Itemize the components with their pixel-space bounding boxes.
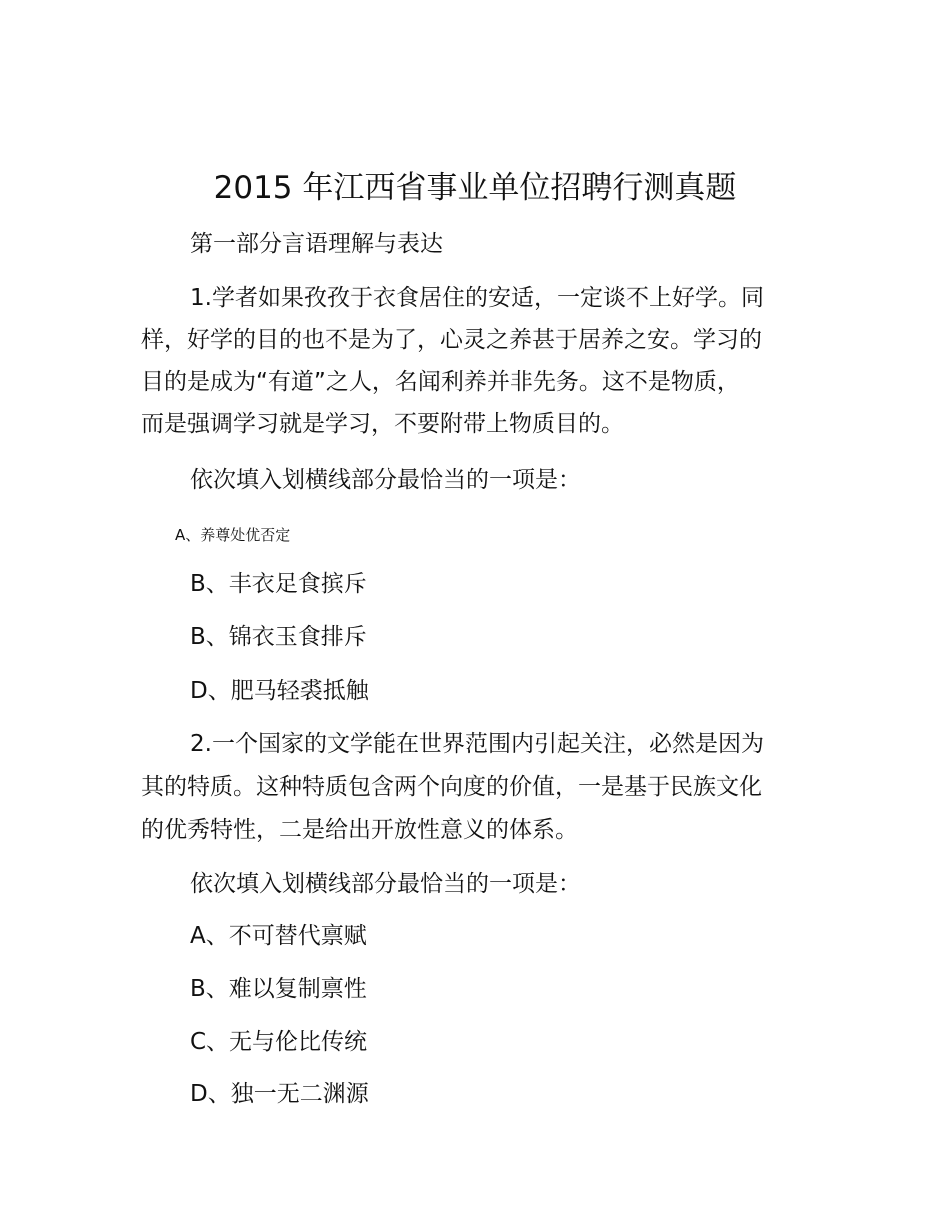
question2-option-c: C、无与伦比传统: [190, 1029, 368, 1055]
question2-prompt: 依次填入划横线部分最恰当的一项是：: [190, 871, 581, 897]
question1-line-2: 样，好学的目的也不是为了，心灵之养甚于居养之安。学习的: [141, 327, 762, 353]
question2-option-a: A、不可替代禀赋: [190, 923, 367, 949]
question1-line-4: 而是强调学习就是学习，不要附带上物质目的。: [141, 411, 624, 437]
question2-option-d: D、独一无二渊源: [190, 1081, 369, 1107]
question2-line-2: 其的特质。这种特质包含两个向度的价值，一是基于民族文化: [141, 774, 762, 800]
question1-option-c: B、锦衣玉食排斥: [190, 624, 367, 650]
question1-option-b: B、丰衣足食摈斥: [190, 571, 367, 597]
document-title: 2015 年江西省事业单位招聘行测真题: [213, 170, 737, 206]
question2-line-1: 2.一个国家的文学能在世界范围内引起关注，必然是因为: [190, 731, 764, 757]
question1-prompt: 依次填入划横线部分最恰当的一项是：: [190, 467, 581, 493]
question2-option-b: B、难以复制禀性: [190, 976, 367, 1002]
question1-option-a: A、养尊处优否定: [175, 526, 291, 544]
question2-line-3: 的优秀特性，二是给出开放性意义的体系。: [141, 817, 578, 843]
question1-option-d: D、肥马轻裘抵触: [190, 678, 369, 704]
question1-line-1: 1.学者如果孜孜于衣食居住的安适，一定谈不上好学。同: [190, 285, 764, 311]
question1-line-3: 目的是成为“有道”之人，名闻利养并非先务。这不是物质，: [141, 369, 740, 395]
section-heading: 第一部分言语理解与表达: [190, 231, 443, 257]
